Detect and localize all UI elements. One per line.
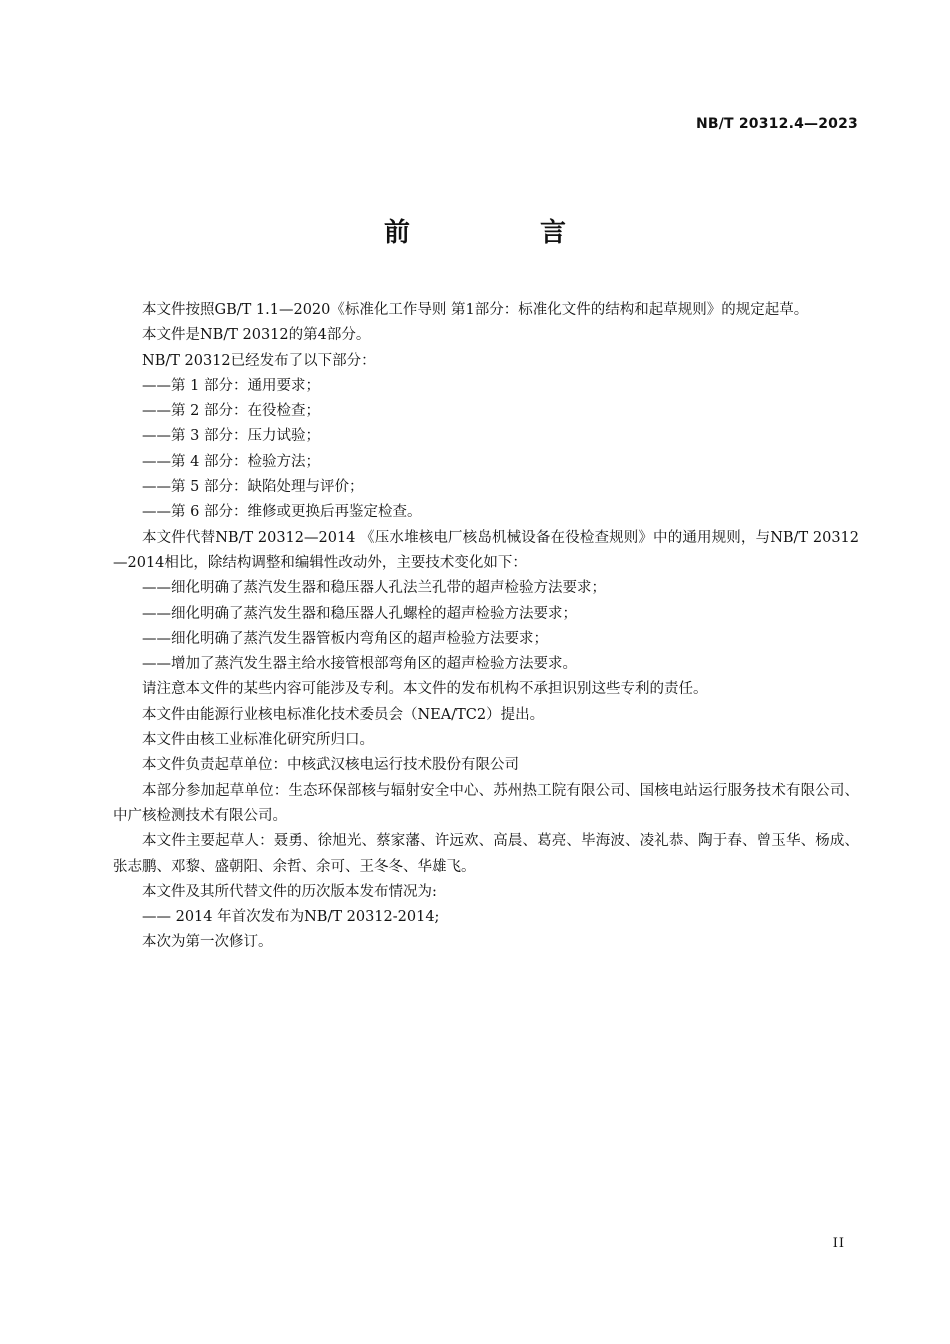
foreword-body [113, 298, 859, 956]
paragraph: 本文件及其所代替文件的历次版本发布情况为: [142, 883, 437, 900]
list-item: ——第 4 部分：检验方法； [142, 453, 320, 470]
list-item: ——细化明确了蒸汽发生器和稳压器人孔螺栓的超声检验方法要求； [142, 605, 577, 622]
list-item: ——第 1 部分：通用要求； [142, 377, 320, 394]
list-item: ——第 6 部分：维修或更换后再鉴定检查。 [142, 504, 422, 521]
paragraph: 本文件按照GB/T 1.1—2020《标准化工作导则 第1部分：标准化文件的结构和起草规则》的规定起草。 [142, 302, 809, 318]
list-item: ——细化明确了蒸汽发生器管板内弯角区的超声检验方法要求； [142, 630, 548, 647]
document-code: NB/T 20312.4—2023 [695, 116, 858, 132]
list-item: —— 2014 年首次发布为NB/T 20312-2014; [142, 909, 440, 926]
paragraph: NB/T 20312已经发布了以下部分： [142, 352, 376, 369]
page-number: II [832, 1236, 845, 1251]
paragraph: 本文件由能源行业核电标准化技术委员会（NEA/TC2）提出。 [142, 706, 545, 723]
list-item: ——第 3 部分：压力试验； [142, 428, 320, 445]
paragraph: 本文件主要起草人：聂勇、徐旭光、蔡家藩、许远欢、高晨、葛亮、毕海波、凌礼恭、陶于春、曾玉华、杨成、张志鹏、邓黎、盛朝阳、余哲、余可、王冬冬、华雄飞。 [113, 833, 859, 875]
paragraph: 本文件负责起草单位：中核武汉核电运行技术股份有限公司 [142, 757, 519, 774]
paragraph: 请注意本文件的某些内容可能涉及专利。本文件的发布机构不承担识别这些专利的责任。 [142, 681, 708, 698]
list-item: ——第 5 部分：缺陷处理与评价； [142, 479, 364, 496]
list-item: ——第 2 部分：在役检查； [142, 403, 320, 420]
paragraph: 本文件是NB/T 20312的第4部分。 [142, 327, 371, 344]
page-title: 前 言 [383, 218, 618, 248]
list-item: ——细化明确了蒸汽发生器和稳压器人孔法兰孔带的超声检验方法要求； [142, 580, 606, 597]
paragraph: 本文件由核工业标准化研究所归口。 [142, 732, 374, 749]
paragraph: 本次为第一次修订。 [142, 934, 273, 951]
list-item: ——增加了蒸汽发生器主给水接管根部弯角区的超声检验方法要求。 [142, 656, 577, 673]
paragraph: 本文件代替NB/T 20312—2014 《压水堆核电厂核岛机械设备在役检查规则》中的通用规则，与NB/T 20312—2014相比，除结构调整和编辑性改动外，主要技术变化如下： [113, 529, 859, 571]
paragraph: 本部分参加起草单位：生态环保部核与辐射安全中心、苏州热工院有限公司、国核电站运行服务技术有限公司、中广核检测技术有限公司。 [113, 782, 859, 824]
